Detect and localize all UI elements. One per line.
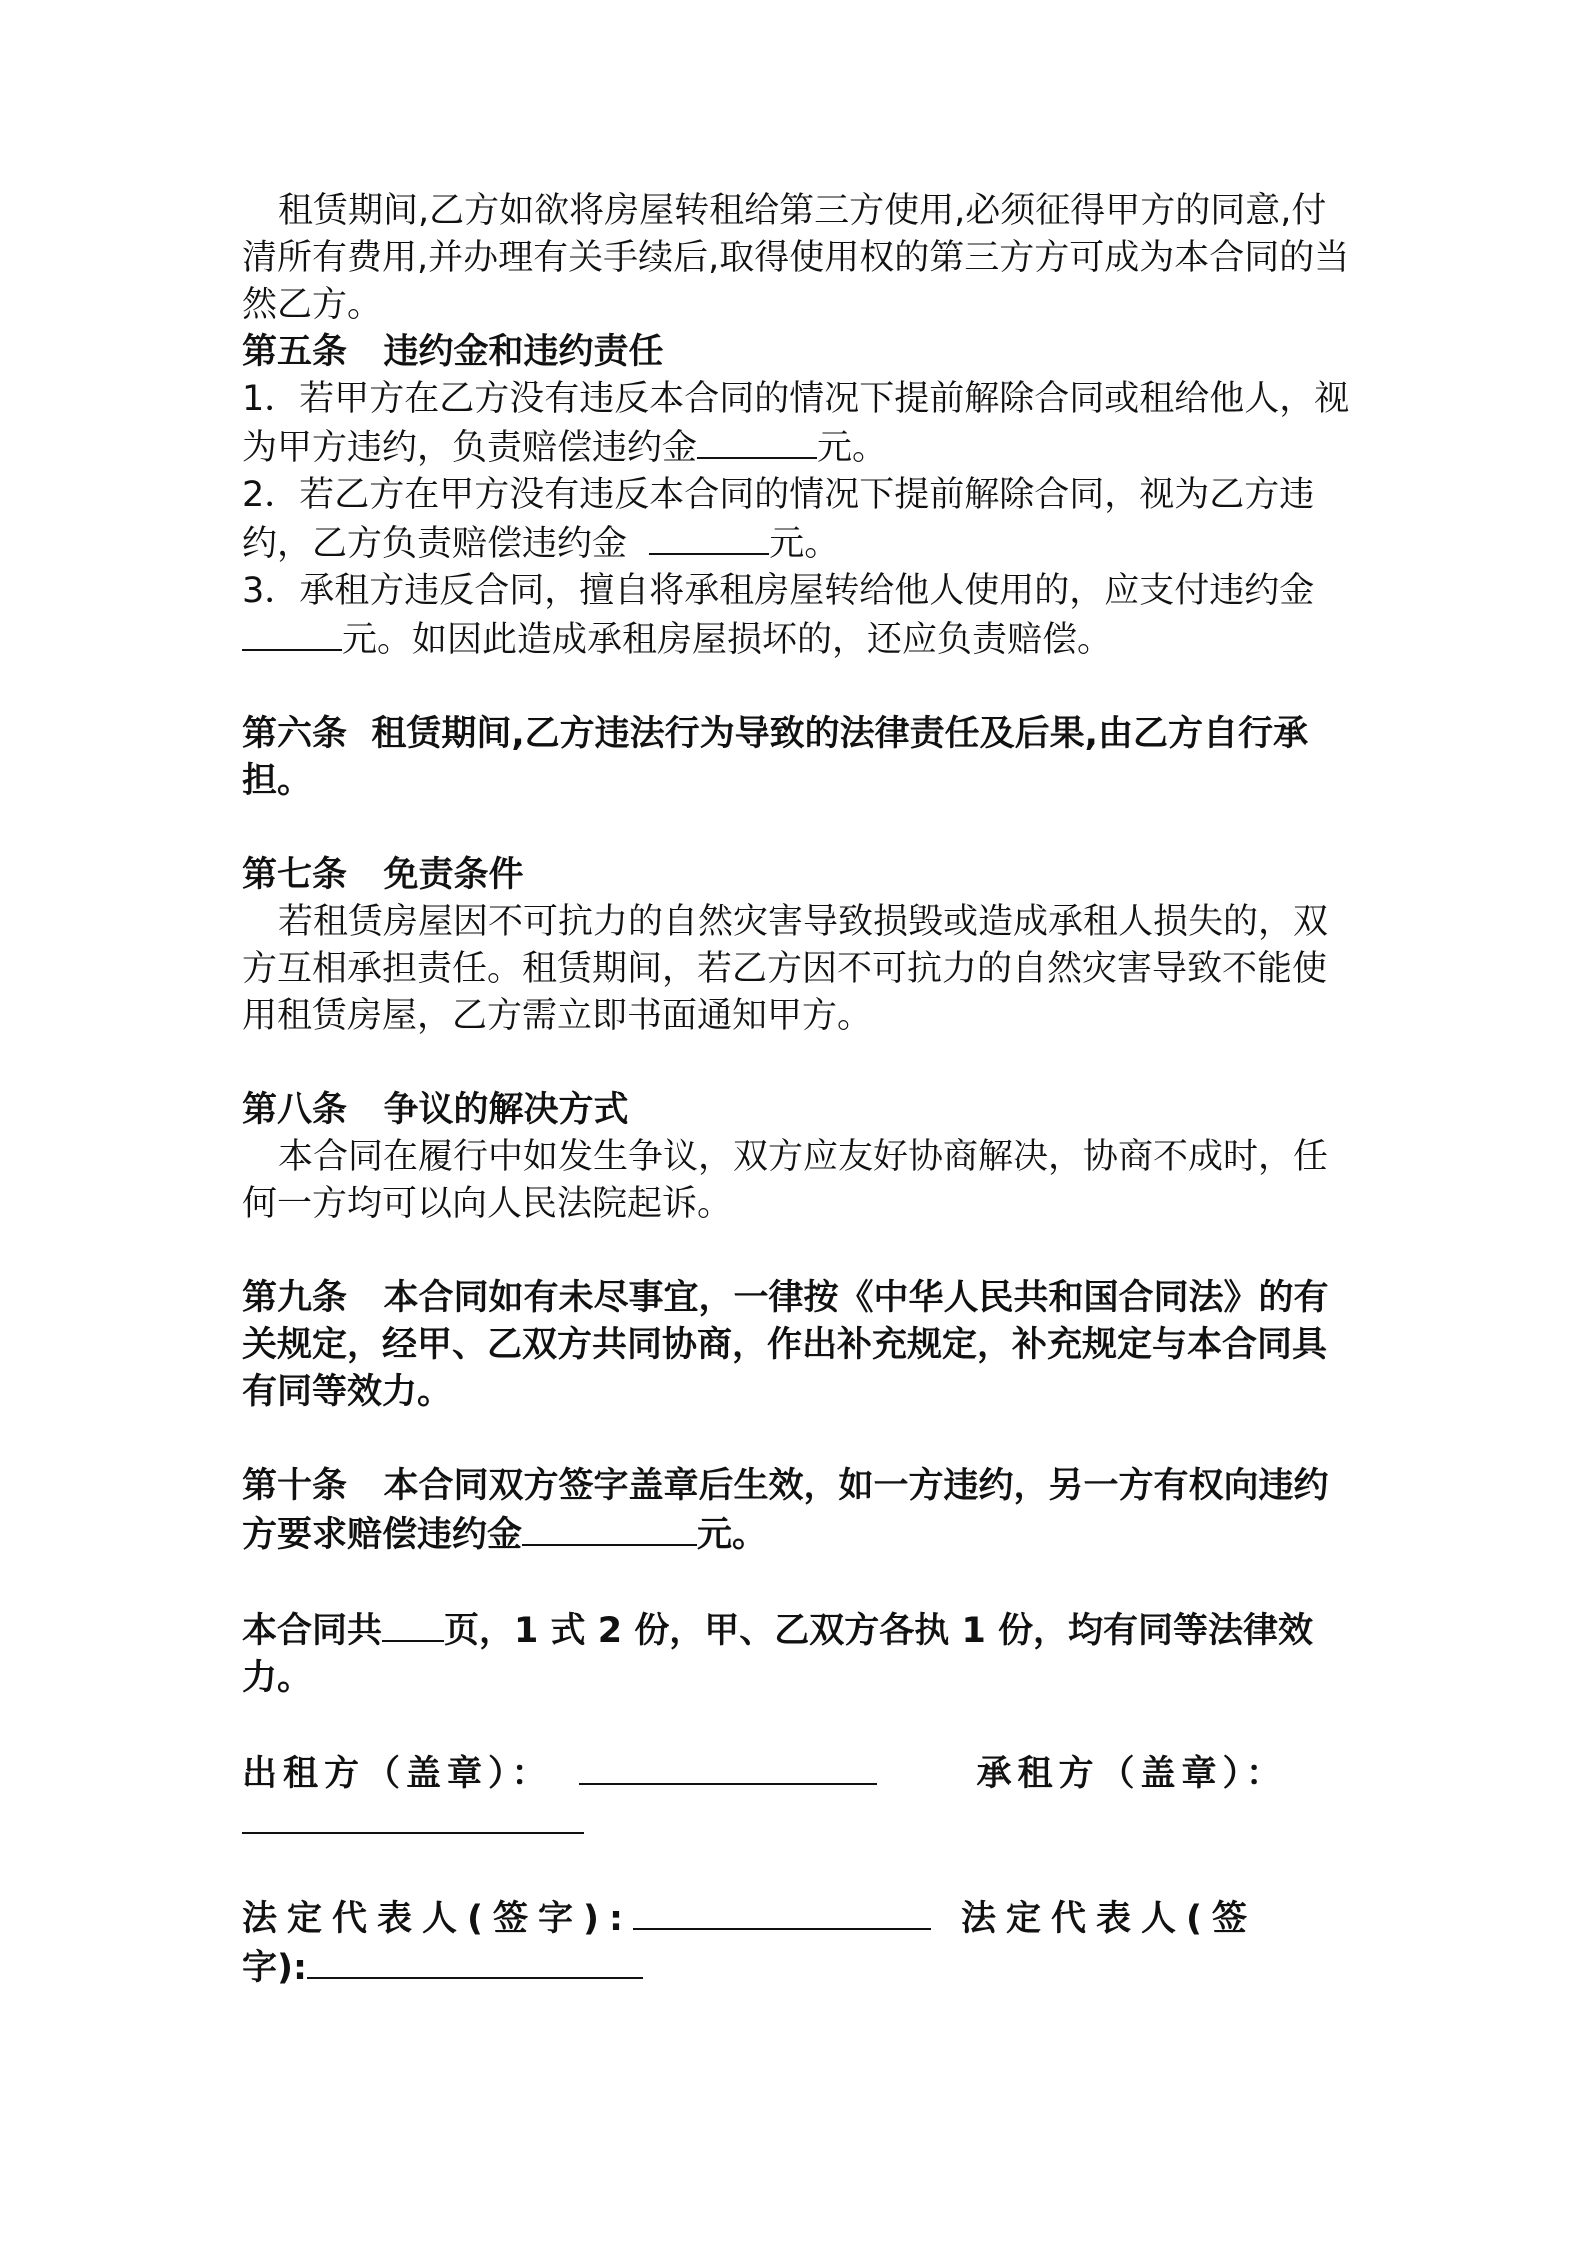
article-5-item-3 <box>242 568 1352 664</box>
article-5-item-1 <box>242 376 1352 472</box>
article-8-body: 本合同在履行中如发生争议，双方应友好协商解决，协商不成时，任何一方均可以向人民法院起诉。 <box>242 1137 1329 1224</box>
article-6: 第六条 租赁期间,乙方违法行为导致的法律责任及后果,由乙方自行承担。 <box>242 714 1308 801</box>
blank-line <box>382 1606 444 1642</box>
article-5-item-1-unit: 元。 <box>817 428 888 468</box>
article-8-title: 第八条 争议的解决方式 <box>242 1090 629 1130</box>
copies-clause <box>242 1606 1352 1702</box>
article-5-title: 第五条 违约金和违约责任 <box>242 332 664 372</box>
lessee-rep-label-cont: 字): <box>242 1948 307 1988</box>
article-5-item-1-text: 1．若甲方在乙方没有违反本合同的情况下提前解除合同或租给他人，视为甲方违约，负责赔偿违约金 <box>242 379 1350 468</box>
blank-line <box>649 519 769 555</box>
lessor-rep-signature-line[interactable] <box>633 1894 931 1930</box>
article-5-item-2-unit: 元。 <box>769 524 840 564</box>
lessor-rep-label: 法定代表人(签字): <box>242 1899 633 1939</box>
lessor-signature-line[interactable] <box>579 1749 877 1785</box>
article-7-title: 第七条 免责条件 <box>242 855 524 895</box>
sublet-paragraph: 租赁期间,乙方如欲将房屋转租给第三方使用,必须征得甲方的同意,付清所有费用,并办理有关手续后,取得使用权的第三方方可成为本合同的当然乙方。 <box>242 191 1350 325</box>
copies-text-b: 页，1 式 2 份，甲、乙双方各执 1 份，均有同等法律效力。 <box>242 1611 1314 1698</box>
lessee-rep-label: 法定代表人(签 <box>961 1899 1257 1939</box>
article-7-body: 若租赁房屋因不可抗力的自然灾害导致损毁或造成承租人损失的，双方互相承担责任。租赁期间，若乙方因不可抗力的自然灾害导致不能使用租赁房屋，乙方需立即书面通知甲方。 <box>242 902 1329 1036</box>
blank-line <box>522 1510 697 1546</box>
contract-page <box>242 188 1352 1992</box>
article-10-text: 第十条 本合同双方签字盖章后生效，如一方违约，另一方有权向违约方要求赔偿违约金 <box>242 1466 1329 1555</box>
blank-line <box>697 423 817 459</box>
article-9: 第九条 本合同如有未尽事宜，一律按《中华人民共和国合同法》的有关规定，经甲、乙双方共同协商，作出补充规定，补充规定与本合同具有同等效力。 <box>242 1278 1329 1412</box>
article-10-unit: 元。 <box>697 1515 768 1555</box>
representative-row-2 <box>242 1943 1352 1992</box>
lessor-label: 出租方（盖章）： <box>242 1754 553 1794</box>
lessee-rep-signature-line[interactable] <box>307 1943 643 1979</box>
article-10 <box>242 1463 1352 1559</box>
seal-row <box>242 1749 1352 1798</box>
lessee-label: 承租方（盖章）： <box>976 1754 1288 1794</box>
article-5-item-3-text: 3．承租方违反合同，擅自将承租房屋转给他人使用的，应支付违约金 <box>242 571 1315 611</box>
lessee-signature-line[interactable] <box>242 1798 584 1834</box>
article-5-item-2 <box>242 472 1352 568</box>
copies-text-a: 本合同共 <box>242 1611 383 1651</box>
article-5-item-2-text: 2．若乙方在甲方没有违反本合同的情况下提前解除合同，视为乙方违约，乙方负责赔偿违约金 <box>242 475 1315 564</box>
blank-line <box>242 615 342 651</box>
article-5-item-3-unit: 元。如因此造成承租房屋损坏的，还应负责赔偿。 <box>342 620 1113 660</box>
lessee-line-row <box>242 1798 1352 1847</box>
representative-row <box>242 1894 1352 1943</box>
